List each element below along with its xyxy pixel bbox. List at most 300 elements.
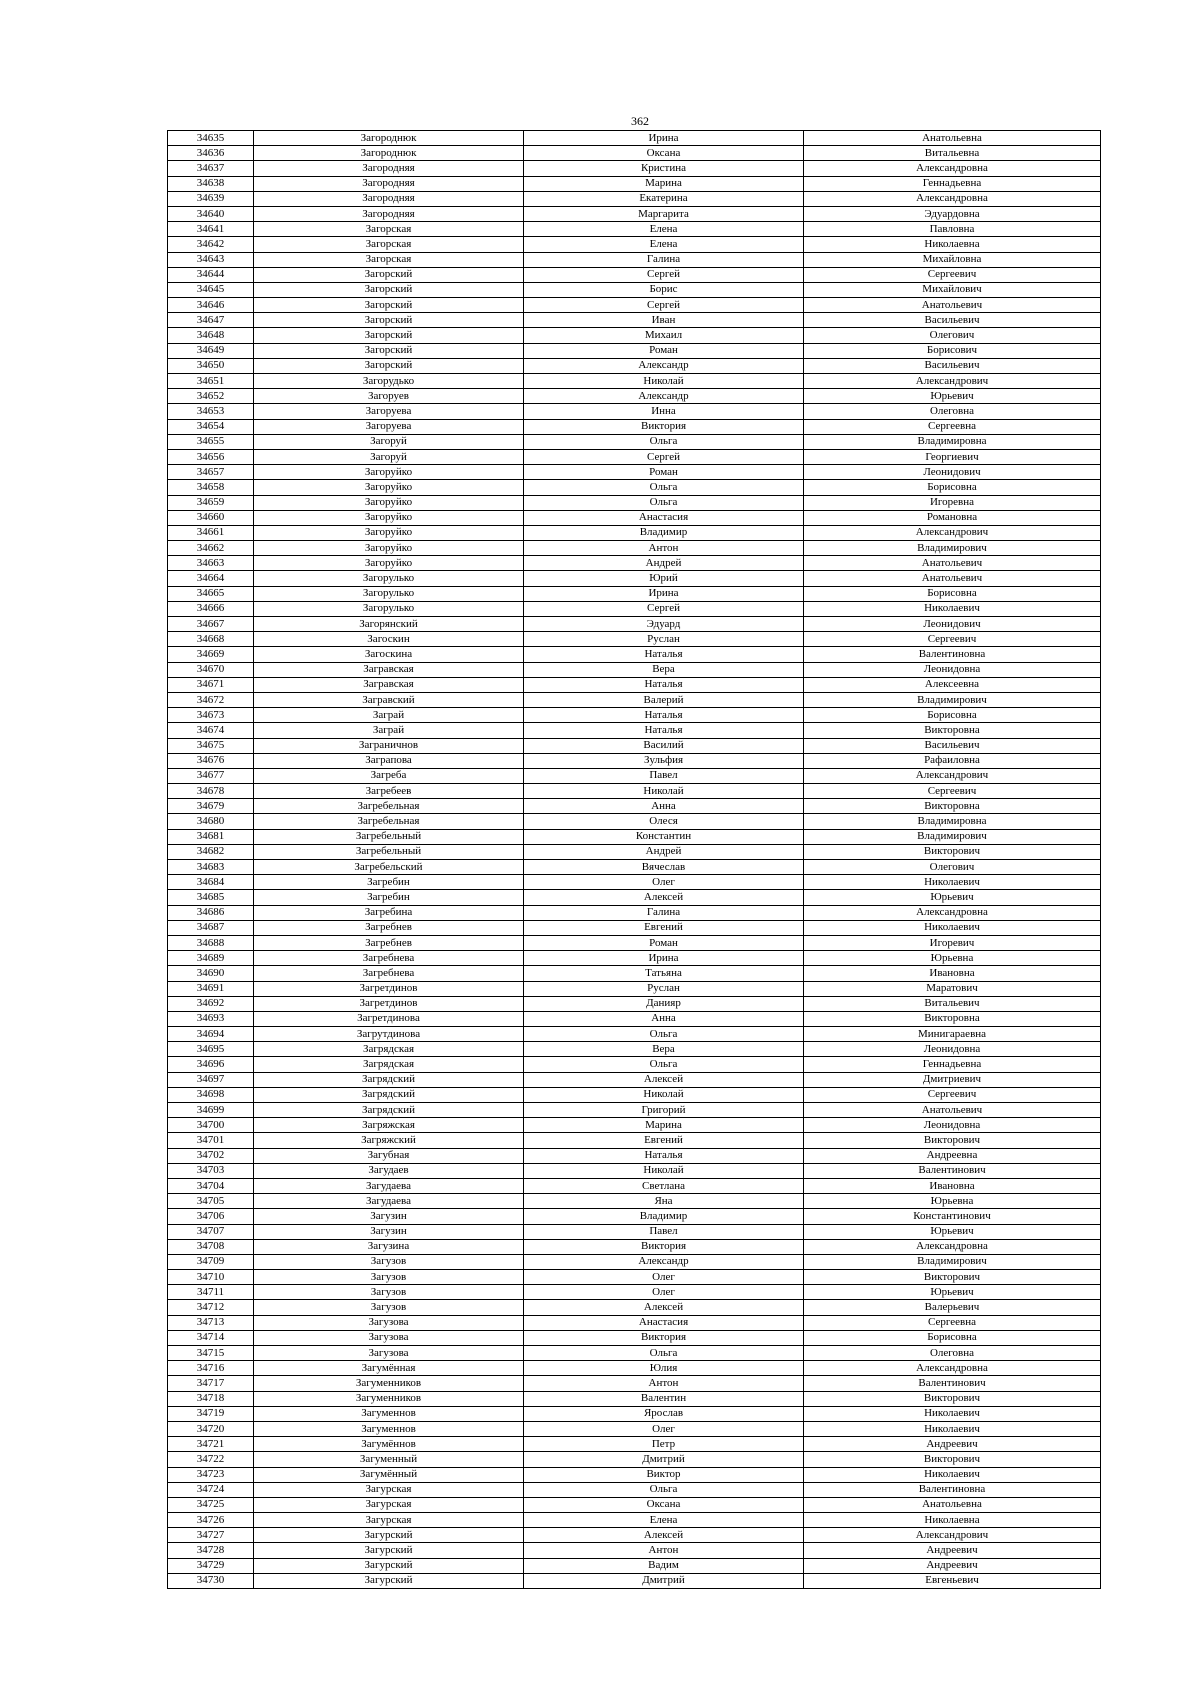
first-name-cell: Оксана	[524, 146, 804, 161]
first-name-cell: Константин	[524, 829, 804, 844]
first-name-cell: Ольга	[524, 1346, 804, 1361]
patronymic-cell: Николаевич	[804, 1467, 1101, 1482]
patronymic-cell: Игоревич	[804, 935, 1101, 950]
first-name-cell: Алексей	[524, 1300, 804, 1315]
table-row	[168, 1118, 1101, 1133]
surname-cell: Загумённов	[254, 1437, 524, 1452]
surname-cell: Загузов	[254, 1270, 524, 1285]
first-name-cell: Ирина	[524, 131, 804, 146]
first-name-cell: Анна	[524, 1011, 804, 1026]
table-row	[168, 662, 1101, 677]
surname-cell: Загузина	[254, 1239, 524, 1254]
table-row	[168, 1254, 1101, 1269]
table-row	[168, 343, 1101, 358]
record-number-cell: 34701	[168, 1133, 254, 1148]
first-name-cell: Николай	[524, 1163, 804, 1178]
first-name-cell: Ирина	[524, 586, 804, 601]
first-name-cell: Вера	[524, 662, 804, 677]
first-name-cell: Андрей	[524, 556, 804, 571]
record-number-cell: 34699	[168, 1103, 254, 1118]
record-number-cell: 34650	[168, 358, 254, 373]
patronymic-cell: Сергеевна	[804, 1315, 1101, 1330]
surname-cell: Загребельный	[254, 844, 524, 859]
patronymic-cell: Сергеевич	[804, 1087, 1101, 1102]
first-name-cell: Александр	[524, 1254, 804, 1269]
record-number-cell: 34676	[168, 753, 254, 768]
table-row	[168, 1513, 1101, 1528]
table-row	[168, 1391, 1101, 1406]
first-name-cell: Олег	[524, 1421, 804, 1436]
patronymic-cell: Олегович	[804, 328, 1101, 343]
record-number-cell: 34666	[168, 601, 254, 616]
patronymic-cell: Владимировна	[804, 814, 1101, 829]
patronymic-cell: Васильевич	[804, 313, 1101, 328]
patronymic-cell: Андреевич	[804, 1558, 1101, 1573]
record-number-cell: 34727	[168, 1528, 254, 1543]
patronymic-cell: Викторовна	[804, 1011, 1101, 1026]
surname-cell: Загрядский	[254, 1103, 524, 1118]
table-row	[168, 981, 1101, 996]
first-name-cell: Елена	[524, 222, 804, 237]
record-number-cell: 34723	[168, 1467, 254, 1482]
table-row	[168, 161, 1101, 176]
table-row	[168, 237, 1101, 252]
patronymic-cell: Анатольевич	[804, 1103, 1101, 1118]
patronymic-cell: Александровна	[804, 905, 1101, 920]
first-name-cell: Вера	[524, 1042, 804, 1057]
patronymic-cell: Борисович	[804, 343, 1101, 358]
first-name-cell: Ольга	[524, 480, 804, 495]
first-name-cell: Наталья	[524, 723, 804, 738]
table-row	[168, 313, 1101, 328]
patronymic-cell: Николаевич	[804, 1421, 1101, 1436]
surname-cell: Загурская	[254, 1482, 524, 1497]
table-row	[168, 389, 1101, 404]
first-name-cell: Олег	[524, 875, 804, 890]
table-row	[168, 586, 1101, 601]
table-row	[168, 404, 1101, 419]
patronymic-cell: Борисовна	[804, 586, 1101, 601]
table-row	[168, 1528, 1101, 1543]
first-name-cell: Сергей	[524, 267, 804, 282]
first-name-cell: Екатерина	[524, 191, 804, 206]
patronymic-cell: Эдуардовна	[804, 206, 1101, 221]
patronymic-cell: Валерьевич	[804, 1300, 1101, 1315]
patronymic-cell: Николаевич	[804, 920, 1101, 935]
surname-cell: Загоруйко	[254, 510, 524, 525]
table-row	[168, 1072, 1101, 1087]
table-row	[168, 844, 1101, 859]
page-number: 362	[631, 114, 649, 128]
table-row	[168, 1346, 1101, 1361]
record-number-cell: 34649	[168, 343, 254, 358]
record-number-cell: 34718	[168, 1391, 254, 1406]
patronymic-cell: Валентинович	[804, 1163, 1101, 1178]
record-number-cell: 34668	[168, 632, 254, 647]
first-name-cell: Николай	[524, 784, 804, 799]
patronymic-cell: Викторович	[804, 844, 1101, 859]
record-number-cell: 34722	[168, 1452, 254, 1467]
table-row	[168, 677, 1101, 692]
patronymic-cell: Александровна	[804, 1239, 1101, 1254]
first-name-cell: Инна	[524, 404, 804, 419]
surname-cell: Загородняя	[254, 176, 524, 191]
first-name-cell: Алексей	[524, 1528, 804, 1543]
record-number-cell: 34688	[168, 935, 254, 950]
patronymic-cell: Андреевич	[804, 1543, 1101, 1558]
record-number-cell: 34696	[168, 1057, 254, 1072]
record-number-cell: 34728	[168, 1543, 254, 1558]
record-number-cell: 34654	[168, 419, 254, 434]
first-name-cell: Владимир	[524, 1209, 804, 1224]
patronymic-cell: Викторовна	[804, 799, 1101, 814]
surname-cell: Загузов	[254, 1285, 524, 1300]
surname-cell: Загумённый	[254, 1467, 524, 1482]
surname-cell: Загребнев	[254, 935, 524, 950]
first-name-cell: Наталья	[524, 647, 804, 662]
table-row	[168, 298, 1101, 313]
record-number-cell: 34712	[168, 1300, 254, 1315]
record-number-cell: 34721	[168, 1437, 254, 1452]
patronymic-cell: Борисовна	[804, 1330, 1101, 1345]
patronymic-cell: Владимирович	[804, 692, 1101, 707]
table-row	[168, 222, 1101, 237]
table-row	[168, 1270, 1101, 1285]
surname-cell: Загретдинов	[254, 996, 524, 1011]
table-row	[168, 1057, 1101, 1072]
patronymic-cell: Георгиевич	[804, 449, 1101, 464]
patronymic-cell: Андреевна	[804, 1148, 1101, 1163]
surname-cell: Загуменный	[254, 1452, 524, 1467]
patronymic-cell: Юрьевич	[804, 1285, 1101, 1300]
first-name-cell: Петр	[524, 1437, 804, 1452]
table-row	[168, 784, 1101, 799]
first-name-cell: Валентин	[524, 1391, 804, 1406]
patronymic-cell: Витальевич	[804, 996, 1101, 1011]
first-name-cell: Яна	[524, 1194, 804, 1209]
table-row	[168, 951, 1101, 966]
table-row	[168, 1133, 1101, 1148]
record-number-cell: 34705	[168, 1194, 254, 1209]
first-name-cell: Василий	[524, 738, 804, 753]
table-row	[168, 1163, 1101, 1178]
table-row	[168, 860, 1101, 875]
record-number-cell: 34695	[168, 1042, 254, 1057]
first-name-cell: Вячеслав	[524, 860, 804, 875]
table-row	[168, 191, 1101, 206]
patronymic-cell: Олеговна	[804, 404, 1101, 419]
patronymic-cell: Евгеньевич	[804, 1573, 1101, 1588]
record-number-cell: 34717	[168, 1376, 254, 1391]
record-number-cell: 34635	[168, 131, 254, 146]
surname-cell: Загорская	[254, 222, 524, 237]
table-row	[168, 1558, 1101, 1573]
first-name-cell: Светлана	[524, 1178, 804, 1193]
surname-cell: Загорская	[254, 252, 524, 267]
surname-cell: Загуменнов	[254, 1421, 524, 1436]
surname-cell: Загорский	[254, 313, 524, 328]
record-number-cell: 34655	[168, 434, 254, 449]
record-number-cell: 34702	[168, 1148, 254, 1163]
record-number-cell: 34703	[168, 1163, 254, 1178]
table-row	[168, 1406, 1101, 1421]
record-number-cell: 34713	[168, 1315, 254, 1330]
patronymic-cell: Николаевич	[804, 1406, 1101, 1421]
record-number-cell: 34684	[168, 875, 254, 890]
record-number-cell: 34690	[168, 966, 254, 981]
first-name-cell: Кристина	[524, 161, 804, 176]
patronymic-cell: Андреевич	[804, 1437, 1101, 1452]
patronymic-cell: Анатольевна	[804, 131, 1101, 146]
patronymic-cell: Ивановна	[804, 1178, 1101, 1193]
record-number-cell: 34657	[168, 465, 254, 480]
record-number-cell: 34687	[168, 920, 254, 935]
record-number-cell: 34660	[168, 510, 254, 525]
surname-cell: Загорулько	[254, 601, 524, 616]
surname-cell: Загоруев	[254, 389, 524, 404]
record-number-cell: 34643	[168, 252, 254, 267]
table-row	[168, 495, 1101, 510]
patronymic-cell: Павловна	[804, 222, 1101, 237]
patronymic-cell: Анатольевич	[804, 571, 1101, 586]
surname-cell: Загороднюк	[254, 146, 524, 161]
first-name-cell: Павел	[524, 768, 804, 783]
surname-cell: Загудаева	[254, 1194, 524, 1209]
table-row	[168, 996, 1101, 1011]
surname-cell: Загрядский	[254, 1087, 524, 1102]
first-name-cell: Владимир	[524, 525, 804, 540]
table-row	[168, 525, 1101, 540]
record-number-cell: 34639	[168, 191, 254, 206]
record-number-cell: 34724	[168, 1482, 254, 1497]
first-name-cell: Руслан	[524, 981, 804, 996]
first-name-cell: Виктор	[524, 1467, 804, 1482]
patronymic-cell: Александровна	[804, 161, 1101, 176]
patronymic-cell: Викторович	[804, 1133, 1101, 1148]
patronymic-cell: Анатольевич	[804, 556, 1101, 571]
table-row	[168, 708, 1101, 723]
patronymic-cell: Александрович	[804, 768, 1101, 783]
patronymic-cell: Леонидовна	[804, 1118, 1101, 1133]
table-row	[168, 176, 1101, 191]
patronymic-cell: Михайлович	[804, 282, 1101, 297]
record-number-cell: 34675	[168, 738, 254, 753]
first-name-cell: Сергей	[524, 601, 804, 616]
first-name-cell: Юлия	[524, 1361, 804, 1376]
first-name-cell: Виктория	[524, 1330, 804, 1345]
table-row	[168, 146, 1101, 161]
patronymic-cell: Васильевич	[804, 358, 1101, 373]
surname-cell: Загрядский	[254, 1072, 524, 1087]
surname-cell: Загузов	[254, 1254, 524, 1269]
patronymic-cell: Геннадьевна	[804, 176, 1101, 191]
patronymic-cell: Владимирович	[804, 541, 1101, 556]
first-name-cell: Наталья	[524, 708, 804, 723]
patronymic-cell: Владимирович	[804, 1254, 1101, 1269]
table-row	[168, 647, 1101, 662]
record-number-cell: 34646	[168, 298, 254, 313]
surname-cell: Загорский	[254, 358, 524, 373]
patronymic-cell: Викторович	[804, 1452, 1101, 1467]
record-number-cell: 34667	[168, 617, 254, 632]
patronymic-cell: Анатольевич	[804, 298, 1101, 313]
first-name-cell: Татьяна	[524, 966, 804, 981]
record-number-cell: 34693	[168, 1011, 254, 1026]
record-number-cell: 34658	[168, 480, 254, 495]
table-row	[168, 1573, 1101, 1588]
first-name-cell: Ярослав	[524, 1406, 804, 1421]
record-number-cell: 34700	[168, 1118, 254, 1133]
first-name-cell: Юрий	[524, 571, 804, 586]
record-number-cell: 34720	[168, 1421, 254, 1436]
first-name-cell: Александр	[524, 358, 804, 373]
record-number-cell: 34669	[168, 647, 254, 662]
patronymic-cell: Алексеевна	[804, 677, 1101, 692]
patronymic-cell: Викторович	[804, 1270, 1101, 1285]
table-row	[168, 601, 1101, 616]
table-row	[168, 935, 1101, 950]
record-number-cell: 34637	[168, 161, 254, 176]
table-row	[168, 617, 1101, 632]
surname-cell: Загурский	[254, 1528, 524, 1543]
surname-cell: Загорудько	[254, 374, 524, 389]
table-row	[168, 1224, 1101, 1239]
record-number-cell: 34665	[168, 586, 254, 601]
record-number-cell: 34677	[168, 768, 254, 783]
record-number-cell: 34641	[168, 222, 254, 237]
table-row	[168, 1452, 1101, 1467]
first-name-cell: Ольга	[524, 495, 804, 510]
surname-cell: Загорулько	[254, 571, 524, 586]
surname-cell: Загузин	[254, 1209, 524, 1224]
table-row	[168, 829, 1101, 844]
table-row	[168, 1285, 1101, 1300]
table-row	[168, 571, 1101, 586]
first-name-cell: Вадим	[524, 1558, 804, 1573]
record-number-cell: 34706	[168, 1209, 254, 1224]
record-number-cell: 34682	[168, 844, 254, 859]
surname-cell: Загорянский	[254, 617, 524, 632]
patronymic-cell: Николаевна	[804, 1513, 1101, 1528]
table-row	[168, 920, 1101, 935]
surname-cell: Загузова	[254, 1346, 524, 1361]
table-row	[168, 1467, 1101, 1482]
record-number-cell: 34698	[168, 1087, 254, 1102]
surname-cell: Загретдинов	[254, 981, 524, 996]
table-row	[168, 282, 1101, 297]
patronymic-cell: Александрович	[804, 374, 1101, 389]
first-name-cell: Галина	[524, 252, 804, 267]
first-name-cell: Сергей	[524, 298, 804, 313]
patronymic-cell: Сергеевич	[804, 267, 1101, 282]
record-number-cell: 34651	[168, 374, 254, 389]
surname-cell: Загудаева	[254, 1178, 524, 1193]
patronymic-cell: Сергеевна	[804, 419, 1101, 434]
table-row	[168, 510, 1101, 525]
surname-cell: Загоруйко	[254, 465, 524, 480]
first-name-cell: Сергей	[524, 449, 804, 464]
patronymic-cell: Леонидович	[804, 617, 1101, 632]
first-name-cell: Маргарита	[524, 206, 804, 221]
first-name-cell: Михаил	[524, 328, 804, 343]
table-row	[168, 966, 1101, 981]
surname-cell: Загребельная	[254, 814, 524, 829]
patronymic-cell: Маратович	[804, 981, 1101, 996]
surname-cell: Загузов	[254, 1300, 524, 1315]
surname-cell: Загряжская	[254, 1118, 524, 1133]
patronymic-cell: Викторовна	[804, 723, 1101, 738]
patronymic-cell: Александровна	[804, 191, 1101, 206]
first-name-cell: Ольга	[524, 1057, 804, 1072]
record-number-cell: 34663	[168, 556, 254, 571]
patronymic-cell: Викторович	[804, 1391, 1101, 1406]
table-row	[168, 131, 1101, 146]
first-name-cell: Наталья	[524, 677, 804, 692]
table-row	[168, 692, 1101, 707]
surname-cell: Загребина	[254, 905, 524, 920]
table-row	[168, 465, 1101, 480]
first-name-cell: Алексей	[524, 890, 804, 905]
patronymic-cell: Михайловна	[804, 252, 1101, 267]
patronymic-cell: Владимирович	[804, 829, 1101, 844]
patronymic-cell: Васильевич	[804, 738, 1101, 753]
surname-cell: Загурский	[254, 1558, 524, 1573]
table-row	[168, 1178, 1101, 1193]
record-number-cell: 34692	[168, 996, 254, 1011]
first-name-cell: Олег	[524, 1285, 804, 1300]
record-number-cell: 34680	[168, 814, 254, 829]
surname-cell: Загребельский	[254, 860, 524, 875]
record-number-cell: 34686	[168, 905, 254, 920]
record-number-cell: 34638	[168, 176, 254, 191]
record-number-cell: 34685	[168, 890, 254, 905]
first-name-cell: Марина	[524, 176, 804, 191]
record-number-cell: 34711	[168, 1285, 254, 1300]
table-row	[168, 358, 1101, 373]
table-row	[168, 267, 1101, 282]
surname-cell: Загурская	[254, 1497, 524, 1512]
surname-cell: Загорский	[254, 328, 524, 343]
first-name-cell: Эдуард	[524, 617, 804, 632]
first-name-cell: Оксана	[524, 1497, 804, 1512]
first-name-cell: Ольга	[524, 1027, 804, 1042]
table-row	[168, 814, 1101, 829]
table-row	[168, 1421, 1101, 1436]
patronymic-cell: Валентинович	[804, 1376, 1101, 1391]
table-row	[168, 1543, 1101, 1558]
first-name-cell: Анастасия	[524, 1315, 804, 1330]
surname-cell: Загребельный	[254, 829, 524, 844]
surname-cell: Загоруй	[254, 449, 524, 464]
patronymic-cell: Александровна	[804, 1361, 1101, 1376]
record-number-cell: 34714	[168, 1330, 254, 1345]
record-number-cell: 34704	[168, 1178, 254, 1193]
patronymic-cell: Константинович	[804, 1209, 1101, 1224]
first-name-cell: Ольга	[524, 1482, 804, 1497]
patronymic-cell: Минигараевна	[804, 1027, 1101, 1042]
surname-cell: Загоруева	[254, 419, 524, 434]
record-number-cell: 34710	[168, 1270, 254, 1285]
first-name-cell: Роман	[524, 343, 804, 358]
record-number-cell: 34725	[168, 1497, 254, 1512]
table-row	[168, 1194, 1101, 1209]
table-row	[168, 1482, 1101, 1497]
record-number-cell: 34673	[168, 708, 254, 723]
patronymic-cell: Борисовна	[804, 708, 1101, 723]
record-number-cell: 34697	[168, 1072, 254, 1087]
patronymic-cell: Юрьевна	[804, 951, 1101, 966]
first-name-cell: Иван	[524, 313, 804, 328]
